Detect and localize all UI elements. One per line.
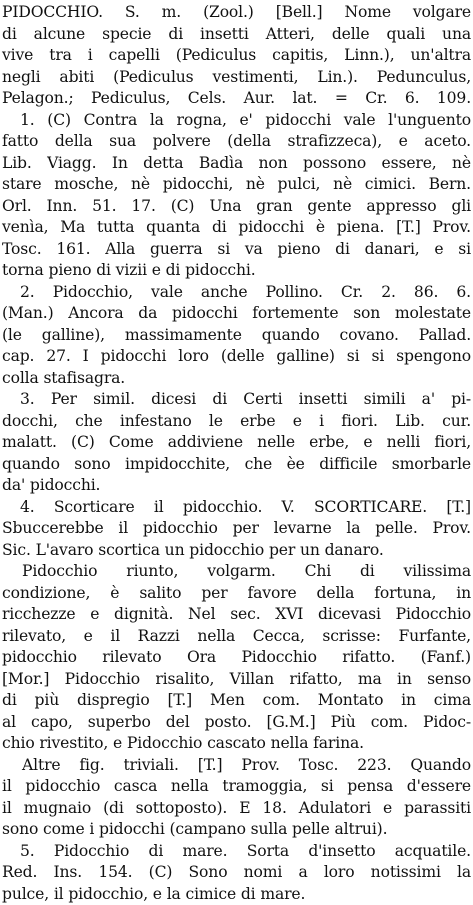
text-line: colla stafisagra. bbox=[2, 368, 471, 390]
text-line: 2. Pidocchio, vale anche Pollino. Cr. 2. 86. 6. bbox=[2, 282, 471, 304]
text-line: il mugnaio (di sottoposto). E 18. Adulatori e parassiti bbox=[2, 798, 471, 820]
dictionary-entry bbox=[2, 2, 471, 905]
text-line: fatto della sua polvere (della strafizzeca), e aceto. bbox=[2, 131, 471, 153]
text-line: negli abiti (Pediculus vestimenti, Lin.). Pedunculus, bbox=[2, 67, 471, 89]
text-line: il pidocchio casca nella tramoggia, si pensa d'essere bbox=[2, 776, 471, 798]
text-line: (Man.) Ancora da pidocchi fortemente son molestate bbox=[2, 303, 471, 325]
text-line: quando sono impidocchite, che èe difficile smorbarle bbox=[2, 454, 471, 476]
text-line: vive tra i capelli (Pediculus capitis, Linn.), un'altra bbox=[2, 45, 471, 67]
text-line: Orl. Inn. 51. 17. (C) Una gran gente appresso gli bbox=[2, 196, 471, 218]
text-line: al capo, superbo del posto. [G.M.] Più com. Pidoc- bbox=[2, 712, 471, 734]
text-line: ricchezze e dignità. Nel sec. XVI dicevasi Pidocchio bbox=[2, 604, 471, 626]
text-line: Pelagon.; Pediculus, Cels. Aur. lat. = Cr. 6. 109. bbox=[2, 88, 471, 110]
text-line: (le galline), massimamente quando covano. Pallad. bbox=[2, 325, 471, 347]
text-line: di più dispregio [T.] Men com. Montato in cima bbox=[2, 690, 471, 712]
text-line: Sic. L'avaro scortica un pidocchio per un danaro. bbox=[2, 540, 471, 562]
text-line: Pidocchio riunto, volgarm. Chi di vilissima bbox=[2, 561, 471, 583]
text-line: Lib. Viagg. In detta Badìa non possono essere, nè bbox=[2, 153, 471, 175]
text-line: stare mosche, nè pidocchi, nè pulci, nè cimici. Bern. bbox=[2, 174, 471, 196]
text-line: da' pidocchi. bbox=[2, 475, 471, 497]
text-line: chio rivestito, e Pidocchio cascato nella farina. bbox=[2, 733, 471, 755]
text-line: Altre fig. triviali. [T.] Prov. Tosc. 223. Quando bbox=[2, 755, 471, 777]
text-line: torna pieno di vizii e di pidocchi. bbox=[2, 260, 471, 282]
text-line: condizione, è salito per favore della fortuna, in bbox=[2, 583, 471, 605]
text-line: 1. (C) Contra la rogna, e' pidocchi vale l'unguento bbox=[2, 110, 471, 132]
text-line: Sbuccerebbe il pidocchio per levarne la pelle. Prov. bbox=[2, 518, 471, 540]
text-line: docchi, che infestano le erbe e i fiori. Lib. cur. bbox=[2, 411, 471, 433]
text-line: rilevato, e il Razzi nella Cecca, scrisse: Furfante, bbox=[2, 626, 471, 648]
text-line: 4. Scorticare il pidocchio. V. SCORTICARE. [T.] bbox=[2, 497, 471, 519]
text-line: pidocchio rilevato Ora Pidocchio rifatto. (Fanf.) bbox=[2, 647, 471, 669]
text-line: venìa, Ma tutta quanta di pidocchi è piena. [T.] Prov. bbox=[2, 217, 471, 239]
text-line: [Mor.] Pidocchio risalito, Villan rifatto, ma in senso bbox=[2, 669, 471, 691]
text-line: malatt. (C) Come addiviene nelle erbe, e nelli fiori, bbox=[2, 432, 471, 454]
text-line: PIDOCCHIO. S. m. (Zool.) [Bell.] Nome volgare bbox=[2, 2, 471, 24]
text-line: sono come i pidocchi (campano sulla pelle altrui). bbox=[2, 819, 471, 841]
text-line: di alcune specie di insetti Atteri, delle quali una bbox=[2, 24, 471, 46]
text-line: pulce, il pidocchio, e la cimice di mare. bbox=[2, 884, 471, 905]
text-line: Red. Ins. 154. (C) Sono nomi a loro notissimi la bbox=[2, 862, 471, 884]
text-line: 5. Pidocchio di mare. Sorta d'insetto acquatile. bbox=[2, 841, 471, 863]
text-line: 3. Per simil. dicesi di Certi insetti simili a' pi- bbox=[2, 389, 471, 411]
text-line: Tosc. 161. Alla guerra si va pieno di danari, e si bbox=[2, 239, 471, 261]
text-line: cap. 27. I pidocchi loro (delle galline) si si spengono bbox=[2, 346, 471, 368]
